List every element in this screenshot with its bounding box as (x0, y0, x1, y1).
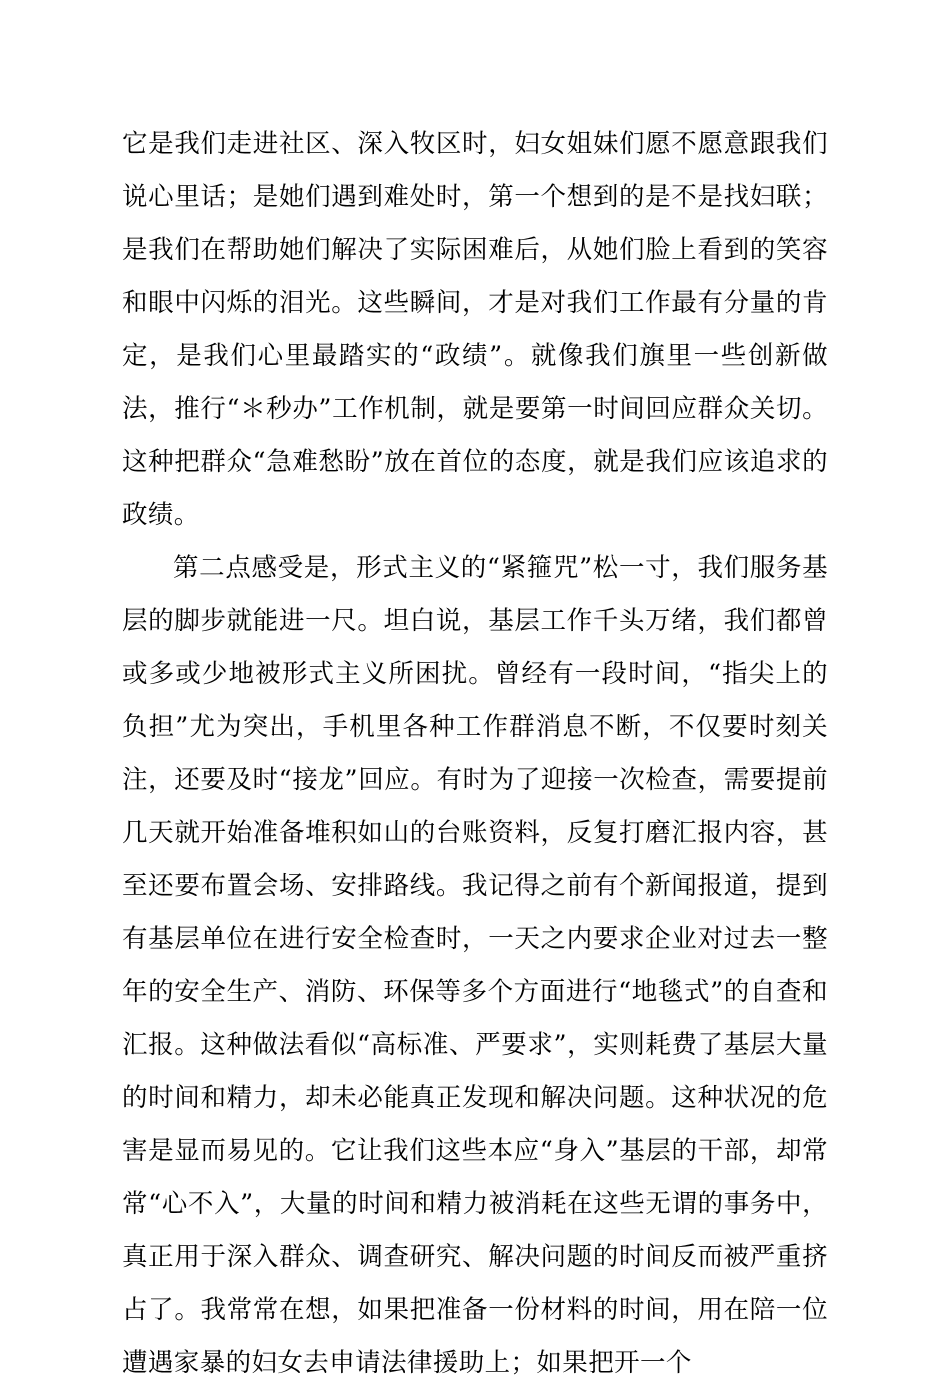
paragraph-1: 它是我们走进社区、深入牧区时，妇女姐妹们愿不愿意跟我们说心里话；是她们遇到难处时，第一个想到的是不是找妇联；是我们在帮助她们解决了实际困难后，从她们脸上看到的笑容和眼中闪烁的泪光。这些瞬间，才是对我们工作最有分量的肯定，是我们心里最踏实的“政绩”。就像我们旗里一些创新做法，推行“＊秒办”工作机制，就是要第一时间回应群众关切。这种把群众“急难愁盼”放在首位的态度，就是我们应该追求的政绩。 (122, 129, 828, 530)
document-body (122, 118, 828, 1390)
paragraph-2: 第二点感受是，形式主义的“紧箍咒”松一寸，我们服务基层的脚步就能进一尺。坦白说，基层工作千头万绪，我们都曾或多或少地被形式主义所困扰。曾经有一段时间，“指尖上的负担”尤为突出，手机里各种工作群消息不断，不仅要时刻关注，还要及时“接龙”回应。有时为了迎接一次检查，需要提前几天就开始准备堆积如山的台账资料，反复打磨汇报内容，甚至还要布置会场、安排路线。我记得之前有个新闻报道，提到有基层单位在进行安全检查时，一天之内要求企业对过去一整年的安全生产、消防、环保等多个方面进行“地毯式”的自查和汇报。这种做法看似“高标准、严要求”，实则耗费了基层大量的时间和精力，却未必能真正发现和解决问题。这种状况的危害是显而易见的。它让我们这些本应“身入”基层的干部，却常常“心不入”，大量的时间和精力被消耗在这些无谓的事务中，真正用于深入群众、调查研究、解决问题的时间反而被严重挤占了。我常常在想，如果把准备一份材料的时间，用在陪一位遭遇家暴的妇女去申请法律援助上；如果把开一个 (122, 553, 828, 1378)
